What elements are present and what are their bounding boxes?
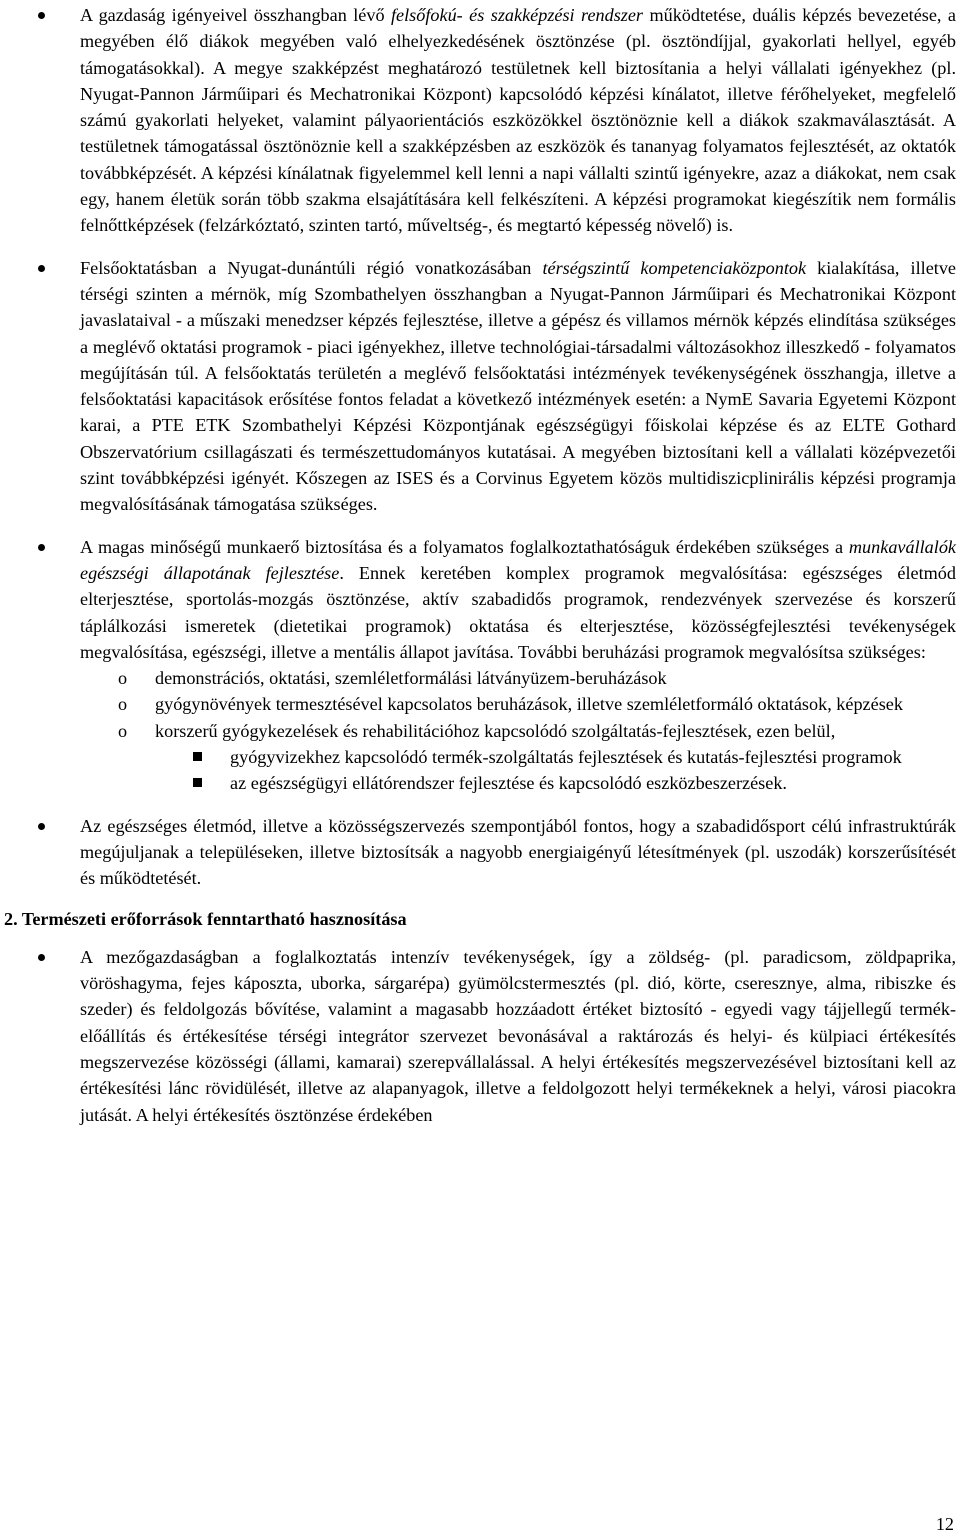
text: . Ennek keretében komplex programok megvalósítása: egészséges életmód elterjesztése, sportolás-mozgás ösztönzése, aktív szabadidős programok, rendezvények szervezése és korszerű táplálkozási ismeretek (dietetikai programok) oktatása és elterjesztése, közösségfejlesztési tevékenységek megvalósítása, egészségi, illetve a mentális állapot javítása. További beruházási programok megvalósítsa szükséges: bbox=[80, 562, 956, 662]
page-number: 12 bbox=[935, 1514, 954, 1534]
text: A magas minőségű munkaerő biztosítása és a folyamatos foglalkoztathatóságuk érdekében szükséges a bbox=[80, 536, 849, 557]
sub-sub-list-item: az egészségügyi ellátórendszer fejlesztése és kapcsolódó eszközbeszerzések. bbox=[0, 770, 960, 796]
sub-list-item: o korszerű gyógykezelések és rehabilitációhoz kapcsolódó szolgáltatás-fejlesztések, ezen belül, bbox=[0, 718, 960, 744]
page-content bbox=[0, 2, 960, 1128]
sub-sub-list-item: gyógyvizekhez kapcsolódó termék-szolgáltatás fejlesztések és kutatás-fejlesztési programok bbox=[0, 744, 960, 770]
sub-list-item: o gyógynövények termesztésével kapcsolatos beruházások, illetve szemléletformáló oktatások, képzések bbox=[0, 691, 960, 717]
text: működtetése, duális képzés bevezetése, a megyében élő diákok megyében való elhelyezkedésének ösztönzése (pl. ösztöndíjjal, gyakorlati hellyel, egyéb támogatásokkal). A megye szakképzést meghatározó testületnek kell biztosítania a helyi vállalati igényekhez (pl. Nyugat-Pannon Járműipari és Mechatronikai Központ) kapcsolódó képzési kínálatot, illetve férőhelyeket, megfelelő számú gyakorlati helyeket, valamint pályaorientációs eszközökkel ösztönöznie kell a diákok szakmaválasztását. A testületnek támogatással ösztönöznie kell a szakképzésben az eszközök és tananyag folyamatos fejlesztését, az oktatók továbbképzését. A képzési kínálatnak figyelemmel kell lenni a napi vállalti szintű igényekre, azaz a diákokat, nem csak egy, hanem életük során több szakma elsajátítására kell felkészíteni. A képzési programokat kiegészítik nem formális felnőttképzések (felzárkóztató, szinten tartó, műveltség-, és megtartó képesség növelő) is. bbox=[80, 5, 956, 236]
text: A gazdaság igényeivel összhangban lévő bbox=[80, 5, 391, 25]
emphasis-text: munkavállalók egészségi állapotának fejlesztése bbox=[80, 536, 956, 583]
sub-list-item: o demonstrációs, oktatási, szemléletformálási látványüzem-beruházások bbox=[0, 665, 960, 691]
bullet-paragraph bbox=[0, 255, 960, 518]
bullet-paragraph: Az egészséges életmód, illetve a közösségszervezés szempontjából fontos, hogy a szabadidősport célú infrastruktúrák megújuljanak a településeken, illetve biztosítsák a nagyobb energiaigényű létesítmények (pl. uszodák) korszerűsítését és működtetését. bbox=[0, 813, 960, 892]
bullet-paragraph bbox=[0, 2, 960, 239]
text: Felsőoktatásban a Nyugat-dunántúli régió vonatkozásában bbox=[80, 257, 543, 278]
text: kialakítása, illetve térségi szinten a mérnök, míg Szombathelyen összhangban a Nyugat-Pannon Járműipari és Mechatronikai Központ javaslataival - a műszaki menedzser képzés fejlesztése, illetve a gépész és villamos mérnök képzés elindítása szükséges a meglévő oktatási programok - piaci igényekhez, illetve technológiai-társadalmi változásokhoz illeszkedő - folyamatos megújításán túl. A felsőoktatás területén a meglévő felsőoktatási intézmények tevékenységének összhangja, illetve a felsőoktatási kapacitások erősítése fontos feladat a következő intézmények esetén: a NymE Savaria Egyetemi Központ karai, a PTE ETK Szombathelyi Képzési Központjának egészségügyi főiskolai képzése és az ELTE Gothard Obszervatórium csillagászati és természettudományos kutatásai. A megyében biztosítani kell a vállalati középvezetői szint továbbképzési igényét. Kőszegen az ISES és a Corvinus Egyetem közös multidiszicplinirális képzési programja megvalósításának támogatása szükséges. bbox=[80, 257, 956, 515]
emphasis-text: térségszintű kompetenciaközpontok bbox=[542, 257, 807, 278]
section-heading: 2. Természeti erőforrások fenntartható hasznosítása bbox=[4, 908, 407, 929]
bullet-paragraph: A mezőgazdaságban a foglalkoztatás intenzív tevékenységek, így a zöldség- (pl. paradicsom, zöldpaprika, vöröshagyma, fejes káposzta, uborka, sárgarépa) gyümölcstermesztés (pl. dió, körte, cseresznye, alma, ribiszke és szeder) és feldolgozás bővítése, valamint a magasabb hozzáadott értéket biztosító - egyedi vagy tájjellegű termék-előállítás és értékesítése térségi integrátor szervezet bevonásával a raktározás és helyi- és külpiaci értékesítés megszervezése közösségi (állami, kamarai) szerepvállalással. A helyi értékesítés megszervezésével biztosítani kell az értékesítési lánc rövidülését, illetve az alapanyagok, illetve a feldolgozott helyi termékeknek a helyi, városi piacokra jutását. A helyi értékesítés ösztönzése érdekében bbox=[0, 944, 960, 1128]
bullet-paragraph bbox=[0, 534, 960, 665]
emphasis-text: felsőfokú- és szakképzési rendszer bbox=[391, 5, 644, 25]
